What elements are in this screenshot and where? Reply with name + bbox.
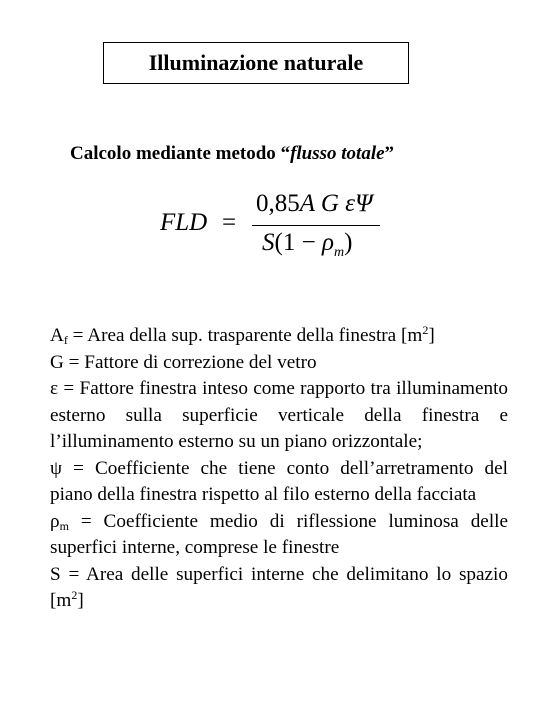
denominator-s: S bbox=[262, 229, 275, 256]
denominator-close: ) bbox=[344, 229, 353, 256]
def-symbol: G bbox=[50, 351, 64, 373]
def-text: = Fattore finestra inteso come rapporto tra illuminamento esterno sulla superficie verticale della finestra e l’illuminamento esterno su un piano orizzontale; bbox=[50, 378, 508, 452]
subtitle-open-quote: “ bbox=[280, 143, 291, 164]
numerator-coef: 0,85 bbox=[256, 190, 300, 217]
denominator-rho-sub: m bbox=[333, 245, 345, 260]
def-tail: ] bbox=[77, 590, 84, 611]
definition-psi bbox=[50, 456, 508, 509]
def-sup: 2 bbox=[422, 323, 429, 337]
formula-equals: = bbox=[222, 209, 237, 236]
fld-formula bbox=[160, 185, 400, 270]
def-symbol: ρ bbox=[50, 510, 60, 532]
def-text: = Coefficiente medio di riflessione luminosa delle superfici interne, comprese le finestre bbox=[50, 510, 508, 558]
definition-af bbox=[50, 323, 508, 350]
def-tail: ] bbox=[428, 325, 435, 346]
definition-g bbox=[50, 350, 508, 377]
definitions-list bbox=[50, 323, 508, 615]
def-symbol: ψ bbox=[50, 457, 63, 479]
def-symbol-sub: m bbox=[59, 518, 69, 533]
def-text: = Coefficiente che tiene conto dell’arretramento del piano della finestra rispetto al filo esterno della facciata bbox=[50, 457, 508, 505]
def-text: = Fattore di correzione del vetro bbox=[63, 351, 317, 373]
subtitle-prefix: Calcolo mediante metodo bbox=[70, 143, 281, 164]
def-symbol: A bbox=[50, 325, 64, 346]
def-sup: 2 bbox=[71, 588, 78, 602]
method-subtitle bbox=[70, 143, 394, 165]
def-symbol: ε bbox=[50, 378, 59, 399]
def-text: = Area delle superfici interne che delimitano lo spazio [m bbox=[50, 563, 508, 611]
numerator-vars: A G εΨ bbox=[299, 190, 373, 217]
def-symbol: S bbox=[50, 563, 61, 585]
subtitle-close-quote: ” bbox=[384, 143, 395, 164]
page-title-text: Illuminazione naturale bbox=[148, 50, 364, 75]
formula-lhs: FLD bbox=[160, 209, 208, 236]
def-text: = Area della sup. trasparente della finestra [m bbox=[67, 325, 423, 346]
formula-denominator bbox=[262, 229, 352, 261]
page-title bbox=[103, 42, 409, 84]
fraction-line bbox=[252, 225, 380, 226]
definition-epsilon bbox=[50, 376, 508, 456]
denominator-open: (1 − bbox=[274, 229, 322, 256]
subtitle-quoted: flusso totale bbox=[290, 143, 385, 164]
def-symbol-sub: f bbox=[63, 333, 68, 347]
denominator-rho: ρ bbox=[321, 229, 334, 256]
formula-numerator bbox=[256, 190, 373, 218]
definition-rho-m bbox=[50, 509, 508, 562]
definition-s bbox=[50, 562, 508, 615]
